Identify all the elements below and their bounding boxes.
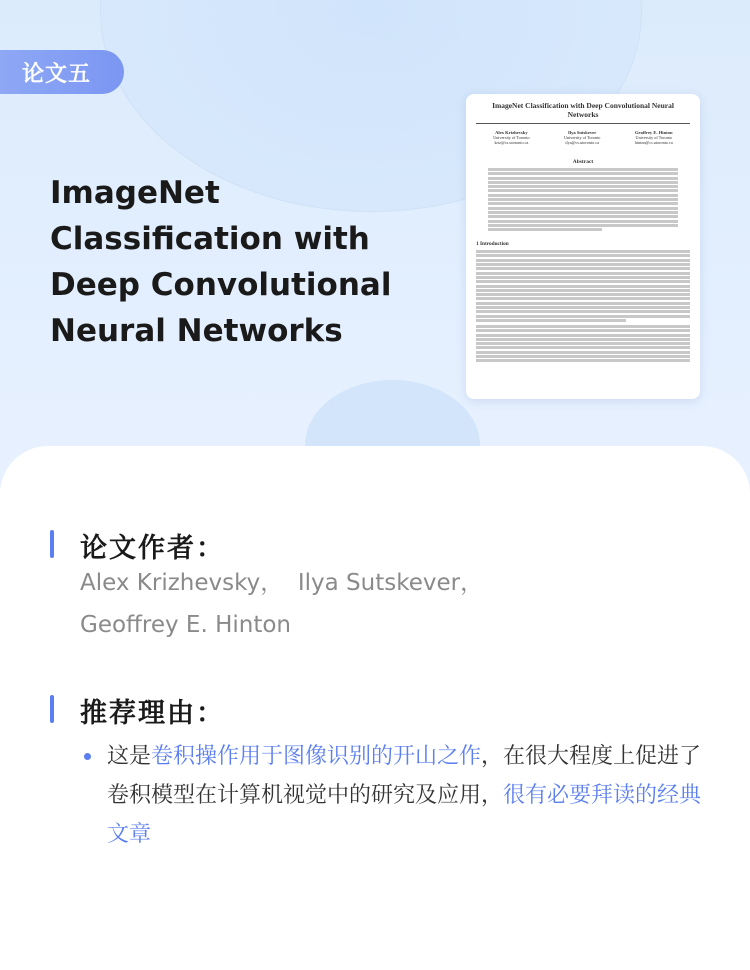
authors-heading: 论文作者： — [80, 533, 225, 564]
section-accent-bar — [50, 695, 54, 723]
thumbnail-author: Ilya Sutskever University of Toronto ilya@cs.utoronto.ca — [563, 130, 601, 145]
authors-line: Alex Krizhevsky， Ilya Sutskever， — [80, 570, 484, 596]
thumbnail-abstract-text — [476, 168, 690, 231]
thumbnail-rule — [476, 123, 690, 124]
thumbnail-author: Alex Krizhevsky University of Toronto kriz@cs.utoronto.ca — [493, 130, 530, 145]
section-accent-bar — [50, 530, 54, 558]
reason-text: 这是卷积操作用于图像识别的开山之作，在很大程度上促进了卷积模型在计算机视觉中的研究及应用，很有必要拜读的经典文章 — [107, 744, 702, 847]
reason-highlight: 很有必要拜读的经典文章 — [107, 783, 702, 847]
bullet-dot — [84, 753, 91, 760]
reason-heading: 推荐理由： — [80, 698, 225, 729]
thumbnail-section-heading: 1 Introduction — [476, 241, 509, 248]
reason-highlight: 卷积操作用于图像识别的开山之作 — [151, 744, 482, 769]
thumbnail-title: ImageNet Classification with Deep Convolutional Neural Networks — [492, 101, 674, 119]
authors-list — [80, 562, 500, 646]
paper-title: ImageNet Classification with Deep Convolutional Neural Networks — [50, 175, 392, 349]
authors-line: Geoffrey E. Hinton — [80, 612, 291, 638]
thumbnail-body-text — [476, 250, 690, 362]
paper-thumbnail — [466, 94, 700, 399]
thumbnail-abstract-heading: Abstract — [572, 159, 594, 165]
thumbnail-authors — [476, 130, 690, 145]
thumbnail-author: Geoffrey E. Hinton University of Toronto hinton@cs.utoronto.ca — [634, 130, 673, 145]
paper-number-tag: 论文五 — [0, 50, 124, 94]
